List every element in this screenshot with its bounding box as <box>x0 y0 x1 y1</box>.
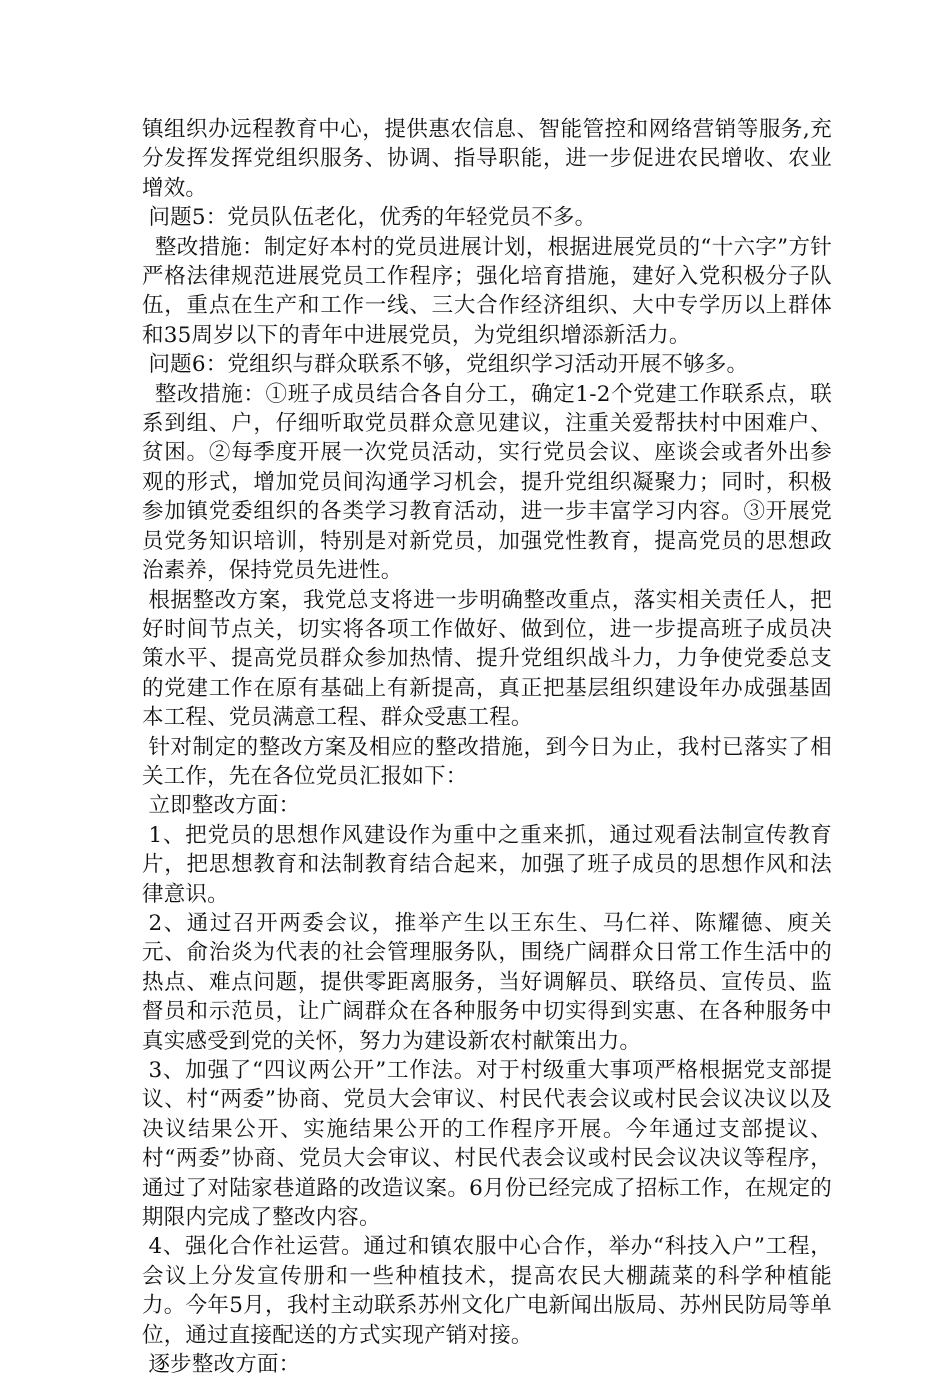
paragraph-issue-6: 问题6：党组织与群众联系不够，党组织学习活动开展不够多。 <box>148 352 749 378</box>
section-heading-gradual: 逐步整改方面： <box>148 1352 301 1378</box>
list-item-3: 3、加强了“四议两公开”工作法。对于村级重大事项严格根据党支部提议、村“两委”协商、党员大会审议、村民代表会议或村民会议决议以及决议结果公开、实施结果公开的工作程序开展。今年通过支部提议、村“两委”协商、党员大会审议、村民代表会议或村民会议决议等程序，通过了对陆家巷道路的改造议案。6月份已经完成了招标工作，在规定的期限内完成了整改内容。 <box>142 1058 832 1231</box>
paragraph-measures-5: 整改措施：制定好本村的党员进展计划，根据进展党员的“十六字”方针严格法律规范进展党员工作程序；强化培育措施，建好入党积极分子队伍，重点在生产和工作一线、三大合作经济组织、大中专学历以上群体和35周岁以下的青年中进展党员，为党组织增添新活力。 <box>142 234 832 348</box>
paragraph-continuation: 镇组织办远程教育中心，提供惠农信息、智能管控和网络营销等服务,充分发挥发挥党组织服务、协调、指导职能，进一步促进农民增收、农业增效。 <box>142 117 832 201</box>
paragraph-issue-5: 问题5：党员队伍老化，优秀的年轻党员不多。 <box>148 205 597 231</box>
section-heading-immediate: 立即整改方面： <box>148 793 301 819</box>
list-item-1: 1、把党员的思想作风建设作为重中之重来抓，通过观看法制宣传教育片，把思想教育和法制教育结合起来，加强了班子成员的思想作风和法律意识。 <box>142 822 832 907</box>
list-item-4: 4、强化合作社运营。通过和镇农服中心合作，举办“科技入户”工程，会议上分发宣传册和一些种植技术，提高农民大棚蔬菜的科学种植能力。今年5月，我村主动联系苏州文化广电新闻出版局、苏州民防局等单位，通过直接配送的方式实现产销对接。 <box>142 1234 832 1348</box>
paragraph-report-intro: 针对制定的整改方案及相应的整改措施，到今日为止，我村已落实了相关工作，先在各位党员汇报如下： <box>142 734 832 789</box>
paragraph-measures-6: 整改措施：①班子成员结合各自分工，确定1-2个党建工作联系点，联系到组、户，仔细听取党员群众意见建议，注重关爱帮扶村中困难户、贫困。②每季度开展一次党员活动，实行党员会议、座谈会或者外出参观的形式，增加党员间沟通学习机会，提升党组织凝聚力；同时，积极参加镇党委组织的各类学习教育活动，进一步丰富学习内容。③开展党员党务知识培训，特别是对新党员，加强党性教育，提高党员的思想政治素养，保持党员先进性。 <box>142 381 832 584</box>
document-body <box>142 115 832 1379</box>
paragraph-plan-summary: 根据整改方案，我党总支将进一步明确整改重点，落实相关责任人，把好时间节点关，切实将各项工作做好、做到位，进一步提高班子成员决策水平、提高党员群众参加热情、提升党组织战斗力，力争使党委总支的党建工作在原有基础上有新提高，真正把基层组织建设年办成强基固本工程、党员满意工程、群众受惠工程。 <box>142 587 832 731</box>
list-item-2: 2、通过召开两委会议，推举产生以王东生、马仁祥、陈耀德、庾关元、俞治炎为代表的社会管理服务队，围绕广阔群众日常工作生活中的热点、难点问题，提供零距离服务，当好调解员、联络员、宣传员、监督员和示范员，让广阔群众在各种服务中切实得到实惠、在各种服务中真实感受到党的关怀，努力为建设新农村献策出力。 <box>142 910 832 1054</box>
